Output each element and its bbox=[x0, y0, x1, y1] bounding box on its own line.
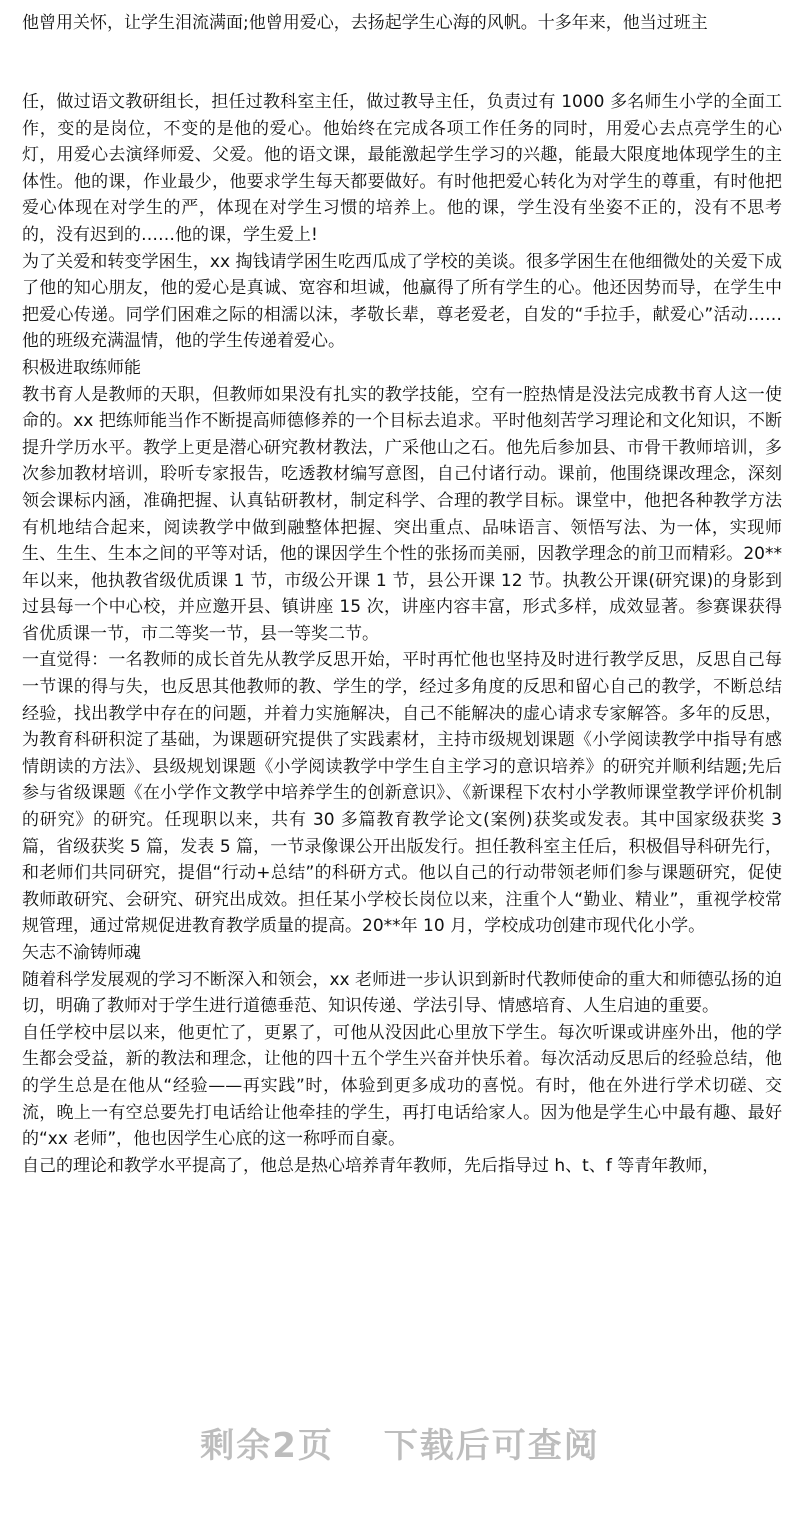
paragraph-young-teachers: 自己的理论和教学水平提高了，他总是热心培养青年教师，先后指导过 h、t、f 等青年教师， bbox=[22, 1155, 720, 1176]
download-to-view-label: 下载后可查阅 bbox=[383, 1426, 600, 1466]
paragraph-reflection-research: 一直觉得：一名教师的成长首先从教学反思开始，平时再忙他也坚持及时进行教学反思，反思自己每一节课的得与失，也反思其他教师的教、学生的学，经过多角度的反思和留心自己的教学，不断总结经验，找出教学中存在的问题，并着力实施解决，自己不能解决的虚心请求专家解答。多年的反思，为教育科研积淀了基础，为课题研究提供了实践素材，主持市级规划课题《小学阅读教学中指导有感情朗读的方法》、县级规划课题《小学阅读教学中学生自主学习的意识培养》的研究并顺利结题;先后参与省级课题《在小学作文教学中培养学生的创新意识》、《新课程下农村小学教师课堂教学评价机制的研究》的研究。任现职以来，共有 30 多篇教育教学论文(案例)获奖或发表。其中国家级获奖 3 篇，省级获奖 5 篇，发表 5 篇，一节录像课公开出版发行。担任教科室主任后，积极倡导科研先行，和老师们共同研究，提倡“行动+总结”的科研方式。他以自己的行动带领老师们参与课题研究，促使教师敢研究、会研究、研究出成效。担任某小学校长岗位以来，注重个人“勤业、精业”，重视学校常规管理，通过常规促进教育教学质量的提高。20**年 10 月，学校成功创建市现代化小学。 bbox=[22, 650, 782, 937]
paragraph-teaching-skills: 教书育人是教师的天职，但教师如果没有扎实的教学技能，空有一腔热情是没法完成教书育人这一使命的。xx 把练师能当作不断提高师德修养的一个目标去追求。平时他刻苦学习理论和文化知识，不断提升学历水平。教学上更是潜心研究教材教法，广采他山之石。他先后参加县、市骨干教师培训，多次参加教材培训，聆听专家报告，吃透教材编写意图，自己付诸行动。课前，他围绕课改理念，深刻领会课标内涵，准确把握、认真钻研教材，制定科学、合理的教学目标。课堂中，他把各种教学方法有机地结合起来，阅读教学中做到融整体把握、突出重点、品味语言、领悟写法、为一体，实现师生、生生、生本之间的平等对话，他的课因学生个性的张扬而美丽，因教学理念的前卫而精彩。20**年以来，他执教省级优质课 1 节，市级公开课 1 节，县公开课 12 节。执教公开课(研究课)的身影到过县每一个中心校，并应邀开县、镇讲座 15 次，讲座内容丰富，形式多样，成效显著。参赛课获得省优质课一节，市二等奖一节，县一等奖二节。 bbox=[22, 384, 782, 644]
paragraph-struggling-students: 为了关爱和转变学困生，xx 掏钱请学困生吃西瓜成了学校的美谈。很多学困生在他细微处的关爱下成了他的知心朋友，他的爱心是真诚、宽容和坦诚，他赢得了所有学生的心。他还因势而导，在学生中把爱心传递。同学们困难之际的相濡以沫，孝敬长辈，尊老爱老，自发的“手拉手，献爱心”活动……他的班级充满温情，他的学生传递着爱心。 bbox=[22, 251, 782, 352]
remaining-pages-label: 剩余2页 bbox=[200, 1426, 334, 1466]
remaining-pages-banner[interactable] bbox=[0, 1418, 800, 1467]
section-heading-skills: 积极进取练师能 bbox=[22, 357, 141, 378]
page-top-partial-line: 他曾用关怀，让学生泪流满面;他曾用爱心，去扬起学生心海的风帆。十多年来，他当过班主 bbox=[22, 13, 708, 33]
paragraph-teacher-mission: 随着科学发展观的学习不断深入和领会，xx 老师进一步认识到新时代教师使命的重大和师德弘扬的迫切，明确了教师对于学生进行道德垂范、知识传递、学法引导、情感培育、人生启迪的重要。 bbox=[22, 969, 782, 1017]
document-body bbox=[22, 89, 782, 1179]
paragraph-middle-management: 自任学校中层以来，他更忙了，更累了，可他从没因此心里放下学生。每次听课或讲座外出，他的学生都会受益，新的教法和理念，让他的四十五个学生兴奋并快乐着。每次活动反思后的经验总结，他的学生总是在他从“经验——再实践”时，体验到更多成功的喜悦。有时，他在外进行学术切磋、交流，晚上一有空总要先打电话给让他牵挂的学生，再打电话给家人。因为他是学生心中最有趣、最好的“xx 老师”，他也因学生心底的这一称呼而自豪。 bbox=[22, 1022, 782, 1150]
paragraph-teaching-roles: 任，做过语文教研组长，担任过教科室主任，做过教导主任，负责过有 1000 多名师生小学的全面工作，变的是岗位，不变的是他的爱心。他始终在完成各项工作任务的同时，用爱心去点亮学生的心灯，用爱心去演绎师爱、父爱。他的语文课，最能激起学生学习的兴趣，能最大限度地体现学生的主体性。他的课，作业最少，他要求学生每天都要做好。有时他把爱心转化为对学生的尊重，有时他把爱心体现在对学生的严，体现在对学生习惯的培养上。他的课，学生没有坐姿不正的，没有不思考的，没有迟到的……他的课，学生爱上! bbox=[22, 92, 782, 245]
section-heading-ethics: 矢志不渝铸师魂 bbox=[22, 943, 141, 963]
